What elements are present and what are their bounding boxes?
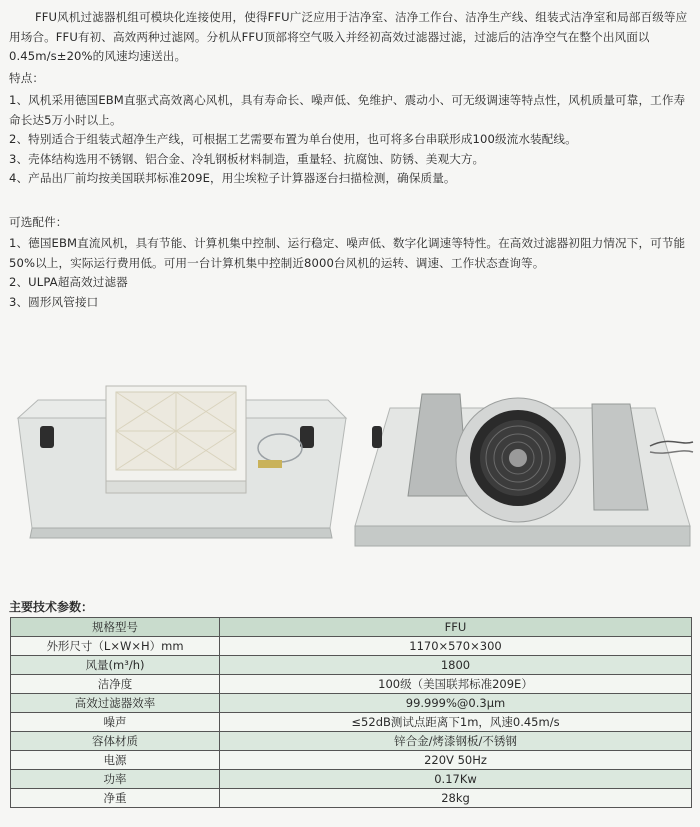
accessory-item: 2、ULPA超高效过滤器 bbox=[9, 275, 128, 289]
spec-key: 电源 bbox=[11, 751, 220, 770]
spec-key: 容体材质 bbox=[11, 732, 220, 751]
accessory-item: 3、圆形风管接口 bbox=[9, 294, 99, 309]
spec-key: 净重 bbox=[11, 789, 220, 808]
intro-paragraph: FFU风机过滤器机组可模块化连接使用，使得FFU广泛应用于洁净室、洁净工作台、洁净生产线、组装式洁净室和局部百级等应用场合。FFU有初、高效两种过滤网。分机从FFU顶部将空气吸入并经初高效过滤器过滤，过滤后的洁净空气在整个出风面以0.45m/s±20%的风速均速送出。 bbox=[9, 10, 688, 63]
spec-key: 风量(m³/h) bbox=[11, 656, 220, 675]
spec-key: 噪声 bbox=[11, 713, 220, 732]
accessories-title: 可选配件： bbox=[9, 215, 68, 229]
feature-item: 3、壳体结构选用不锈钢、铝合金、冷轧钢板材料制造，重量轻、抗腐蚀、防锈、美观大方。 bbox=[9, 151, 485, 166]
spec-key: 高效过滤器效率 bbox=[11, 694, 220, 713]
features-title: 特点： bbox=[9, 71, 45, 85]
features-list bbox=[9, 91, 693, 189]
spec-value: 99.999%@0.3μm bbox=[220, 694, 692, 713]
table-row bbox=[11, 770, 692, 789]
spec-table bbox=[10, 617, 692, 808]
spec-key: 外形尺寸（L×W×H）mm bbox=[11, 637, 220, 656]
table-row bbox=[11, 637, 692, 656]
feature-item: 4、产品出厂前均按美国联邦标准209E，用尘埃粒子计算器逐台扫描检测，确保质量。 bbox=[9, 171, 456, 185]
spec-value: 1170×570×300 bbox=[220, 637, 692, 656]
spec-value: 28kg bbox=[220, 789, 692, 808]
spec-value: 100级（美国联邦标准209E） bbox=[220, 675, 692, 694]
spec-key: 功率 bbox=[11, 770, 220, 789]
feature-item: 2、特别适合于组装式超净生产线，可根据工艺需要布置为单台使用，也可将多台串联形成100级流水装配线。 bbox=[9, 132, 577, 146]
accessories-list bbox=[9, 234, 693, 312]
ffu-fan-photo bbox=[350, 386, 695, 574]
spec-value: 锌合金/烤漆钢板/不锈钢 bbox=[220, 732, 692, 751]
spec-value: 0.17Kw bbox=[220, 770, 692, 789]
table-row bbox=[11, 789, 692, 808]
spec-value: 1800 bbox=[220, 656, 692, 675]
table-row bbox=[11, 694, 692, 713]
spec-table-header bbox=[11, 618, 692, 637]
spec-title: 主要技术参数： bbox=[9, 600, 94, 614]
feature-item: 1、风机采用德国EBM直驱式高效离心风机，具有寿命长、噪声低、免维护、震动小、可无级调速等特点性，风机质量可靠，工作寿命长达5万小时以上。 bbox=[9, 93, 686, 127]
table-row bbox=[11, 732, 692, 751]
spec-key: 洁净度 bbox=[11, 675, 220, 694]
table-row bbox=[11, 675, 692, 694]
spec-header-key: 规格型号 bbox=[11, 618, 220, 637]
ffu-filter-photo bbox=[10, 378, 350, 550]
spec-value: 220V 50Hz bbox=[220, 751, 692, 770]
accessory-item: 1、德国EBM直流风机，具有节能、计算机集中控制、运行稳定、噪声低、数字化调速等特性。在高效过滤器初阻力情况下，可节能50%以上，实际运行费用低。可用一台计算机集中控制近8000台风机的运转、调速、工作状态查询等。 bbox=[9, 236, 686, 270]
table-row bbox=[11, 751, 692, 770]
table-row bbox=[11, 656, 692, 675]
spec-header-value: FFU bbox=[220, 618, 692, 637]
spec-value: ≤52dB测试点距离下1m，风速0.45m/s bbox=[220, 713, 692, 732]
table-row bbox=[11, 713, 692, 732]
